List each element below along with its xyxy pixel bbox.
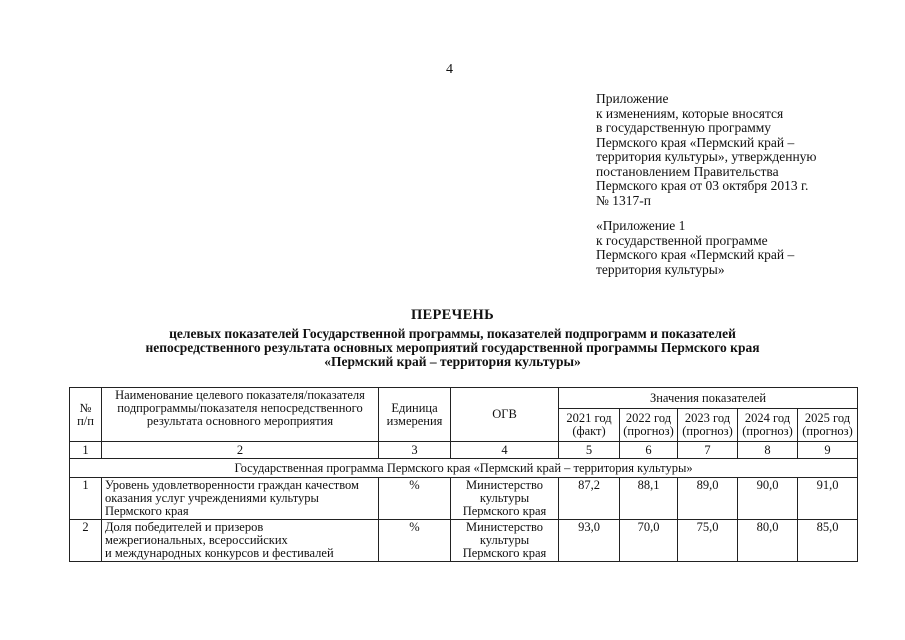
row-unit: % [379,478,451,520]
appendix-line: Пермского края от 03 октября 2013 г. [596,178,809,193]
column-number: 3 [379,442,451,459]
header-text: 2021 год [566,411,612,425]
header-num [70,388,102,442]
header-year [620,409,678,442]
row-name-line: оказания услуг учреждениями культуры [105,491,319,505]
header-text: измерения [386,413,443,428]
appendix-line: Приложение [596,91,669,106]
row-value: 93,0 [559,520,620,562]
column-number: 6 [620,442,678,459]
appendix-line: Пермского края «Пермский край – [596,134,795,150]
row-ogv-line: Министерство [465,478,544,492]
subtitle-line: непосредственного результата основных мероприятий государственной программы Пермского края [145,340,760,355]
document-subtitle [60,327,845,369]
row-ogv-line: Министерство [465,520,544,534]
section-row [70,459,858,478]
header-text: Наименование целевого показателя/показателя [115,388,365,402]
header-text: (прогноз) [682,424,733,438]
row-ogv-line: Пермского края [462,504,547,518]
row-name [102,520,379,562]
row-unit: % [379,520,451,562]
header-text: 2022 год [625,411,672,425]
row-value: 85,0 [798,520,858,562]
row-name-line: Уровень удовлетворенности граждан качеством [105,478,359,492]
row-name-line: и международных конкурсов и фестивалей [105,546,334,560]
header-values-group: Значения показателей [559,388,858,409]
header-year [559,409,620,442]
row-ogv-line: Пермского края [462,546,547,560]
appendix-line: к государственной программе [596,232,768,248]
header-text: подпрограммы/показателя непосредственного [117,401,363,415]
row-value: 80,0 [738,520,798,562]
header-row [70,388,858,409]
table-row [70,520,858,562]
appendix-line: к изменениям, которые вносятся [596,105,784,121]
row-name-line: Доля победителей и призеров [105,520,264,534]
header-unit [379,388,451,442]
row-value: 90,0 [738,478,798,520]
table-row [70,478,858,520]
header-text: Единица [391,400,438,415]
indicators-table [69,387,858,562]
header-year [738,409,798,442]
header-text: (прогноз) [742,424,793,438]
header-text: п/п [77,413,94,428]
subtitle-line: целевых показателей Государственной программы, показателей подпрограмм и показателей [169,326,736,341]
header-text: (факт) [572,424,606,438]
column-number: 5 [559,442,620,459]
row-name [102,478,379,520]
row-value: 70,0 [620,520,678,562]
appendix-line: постановлением Правительства [596,163,779,179]
row-number: 1 [70,478,102,520]
header-text: 2024 год [744,411,791,425]
column-numbers-row [70,442,858,459]
appendix-one-block [596,219,896,277]
row-value: 88,1 [620,478,678,520]
header-name [102,388,379,442]
header-year [678,409,738,442]
row-ogv-line: культуры [479,491,530,505]
header-text: 2023 год [684,411,731,425]
row-ogv-line: культуры [479,533,530,547]
header-text: (прогноз) [802,424,853,438]
appendix-changes-block [596,92,896,208]
appendix-line: Пермского края «Пермский край – [596,247,795,262]
column-number: 8 [738,442,798,459]
section-title: Государственная программа Пермского края «Пермский край – территория культуры» [70,459,858,478]
row-value: 75,0 [678,520,738,562]
row-number: 2 [70,520,102,562]
appendix-line: территория культуры», утвержденную [596,149,817,164]
row-name-line: Пермского края [105,504,189,518]
subtitle-line: «Пермский край – территория культуры» [324,354,581,369]
column-number: 1 [70,442,102,459]
header-text: результата основного мероприятия [146,414,334,428]
row-ogv [451,520,559,562]
page-number: 4 [446,62,453,77]
appendix-line: № 1317-п [596,192,651,208]
column-number: 7 [678,442,738,459]
appendix-line: территория культуры» [596,261,725,277]
header-text: № [79,400,92,415]
row-ogv [451,478,559,520]
appendix-line: в государственную программу [596,120,772,135]
row-value: 87,2 [559,478,620,520]
header-text: 2025 год [804,411,851,425]
header-year [798,409,858,442]
header-text: (прогноз) [623,424,674,438]
column-number: 4 [451,442,559,459]
row-value: 91,0 [798,478,858,520]
header-ogv: ОГВ [451,388,559,442]
appendix-line: «Приложение 1 [596,218,686,233]
document-title: ПЕРЕЧЕНЬ [410,307,495,323]
column-number: 2 [102,442,379,459]
row-value: 89,0 [678,478,738,520]
row-name-line: межрегиональных, всероссийских [105,533,288,547]
column-number: 9 [798,442,858,459]
